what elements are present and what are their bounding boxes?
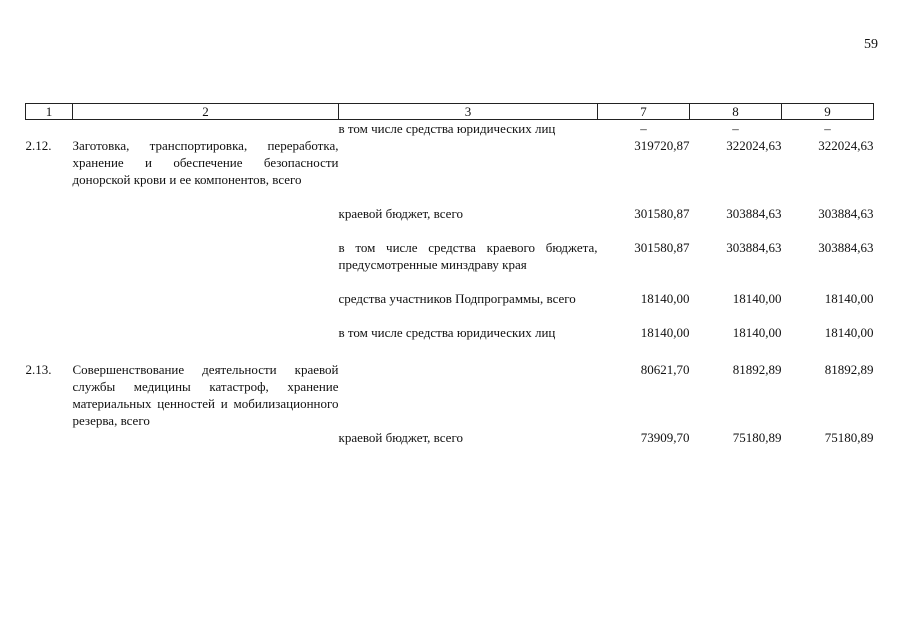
value-col-9: 18140,00 bbox=[824, 325, 874, 340]
row-name bbox=[73, 120, 339, 138]
table-row bbox=[26, 429, 874, 446]
row-spacer bbox=[26, 222, 874, 239]
row-source bbox=[339, 137, 598, 188]
row-name: Совершенствование деятельности краевой службы медицины катастроф, хранение материальных ценностей и мобилизационного резерва, всего bbox=[72, 362, 339, 428]
value-col-9: 18140,00 bbox=[824, 291, 874, 306]
row-number bbox=[26, 290, 73, 307]
row-number bbox=[26, 205, 73, 222]
table-row bbox=[26, 290, 874, 307]
value-col-7: 73909,70 bbox=[640, 430, 690, 445]
value-col-8: 81892,89 bbox=[732, 362, 782, 377]
value-col-7: – bbox=[640, 121, 647, 136]
row-name: Заготовка, транспортировка, переработка, хранение и обеспечение безопасности донорской крови и ее компонентов, всего bbox=[72, 138, 339, 187]
table-row bbox=[26, 205, 874, 222]
header-col-7: 7 bbox=[598, 104, 690, 120]
table-row bbox=[26, 120, 874, 138]
row-spacer bbox=[26, 188, 874, 205]
spacer-cell bbox=[26, 307, 874, 324]
value-col-8: – bbox=[732, 121, 739, 136]
spacer-cell bbox=[26, 188, 874, 205]
value-col-9: – bbox=[824, 121, 831, 136]
value-col-9: 81892,89 bbox=[824, 362, 874, 377]
value-col-7: 301580,87 bbox=[634, 206, 690, 221]
header-row bbox=[26, 104, 874, 120]
row-source: в том числе средства краевого бюджета, предусмотренные минздраву края bbox=[338, 240, 598, 272]
value-col-9: 322024,63 bbox=[818, 138, 874, 153]
value-col-8: 18140,00 bbox=[732, 325, 782, 340]
row-number bbox=[26, 239, 73, 273]
row-number bbox=[26, 429, 73, 446]
row-source: краевой бюджет, всего bbox=[338, 430, 463, 445]
value-col-8: 75180,89 bbox=[732, 430, 782, 445]
header-col-9: 9 bbox=[782, 104, 874, 120]
header-col-3: 3 bbox=[339, 104, 598, 120]
row-number: 2.13. bbox=[25, 362, 52, 377]
table-row bbox=[26, 137, 874, 188]
row-name bbox=[73, 239, 339, 273]
page-number: 59 bbox=[864, 37, 878, 52]
value-col-7: 301580,87 bbox=[634, 240, 690, 255]
table-row bbox=[26, 324, 874, 341]
row-source: краевой бюджет, всего bbox=[338, 206, 463, 221]
table-body bbox=[26, 120, 874, 447]
value-col-7: 319720,87 bbox=[634, 138, 690, 153]
budget-table bbox=[25, 103, 874, 446]
spacer-cell bbox=[26, 273, 874, 290]
row-spacer bbox=[26, 307, 874, 324]
row-spacer bbox=[26, 341, 874, 361]
value-col-7: 18140,00 bbox=[640, 291, 690, 306]
row-source: средства участников Подпрограммы, всего bbox=[338, 291, 576, 306]
row-source bbox=[339, 361, 598, 429]
row-name bbox=[73, 324, 339, 341]
row-name bbox=[73, 290, 339, 307]
value-col-8: 18140,00 bbox=[732, 291, 782, 306]
spacer-cell bbox=[26, 341, 874, 361]
value-col-8: 322024,63 bbox=[726, 138, 782, 153]
value-col-9: 303884,63 bbox=[818, 240, 874, 255]
row-spacer bbox=[26, 273, 874, 290]
header-col-2: 2 bbox=[73, 104, 339, 120]
row-number: 2.12. bbox=[25, 138, 52, 153]
spacer-cell bbox=[26, 222, 874, 239]
value-col-9: 75180,89 bbox=[824, 430, 874, 445]
table-row bbox=[26, 361, 874, 429]
table-row bbox=[26, 239, 874, 273]
row-number bbox=[26, 324, 73, 341]
row-source: в том числе средства юридических лиц bbox=[338, 121, 556, 136]
value-col-8: 303884,63 bbox=[726, 240, 782, 255]
row-source: в том числе средства юридических лиц bbox=[338, 325, 556, 340]
row-name bbox=[73, 429, 339, 446]
value-col-7: 18140,00 bbox=[640, 325, 690, 340]
row-number bbox=[26, 120, 73, 138]
value-col-7: 80621,70 bbox=[640, 362, 690, 377]
value-col-9: 303884,63 bbox=[818, 206, 874, 221]
value-col-8: 303884,63 bbox=[726, 206, 782, 221]
header-col-1: 1 bbox=[26, 104, 73, 120]
row-name bbox=[73, 205, 339, 222]
header-col-8: 8 bbox=[690, 104, 782, 120]
